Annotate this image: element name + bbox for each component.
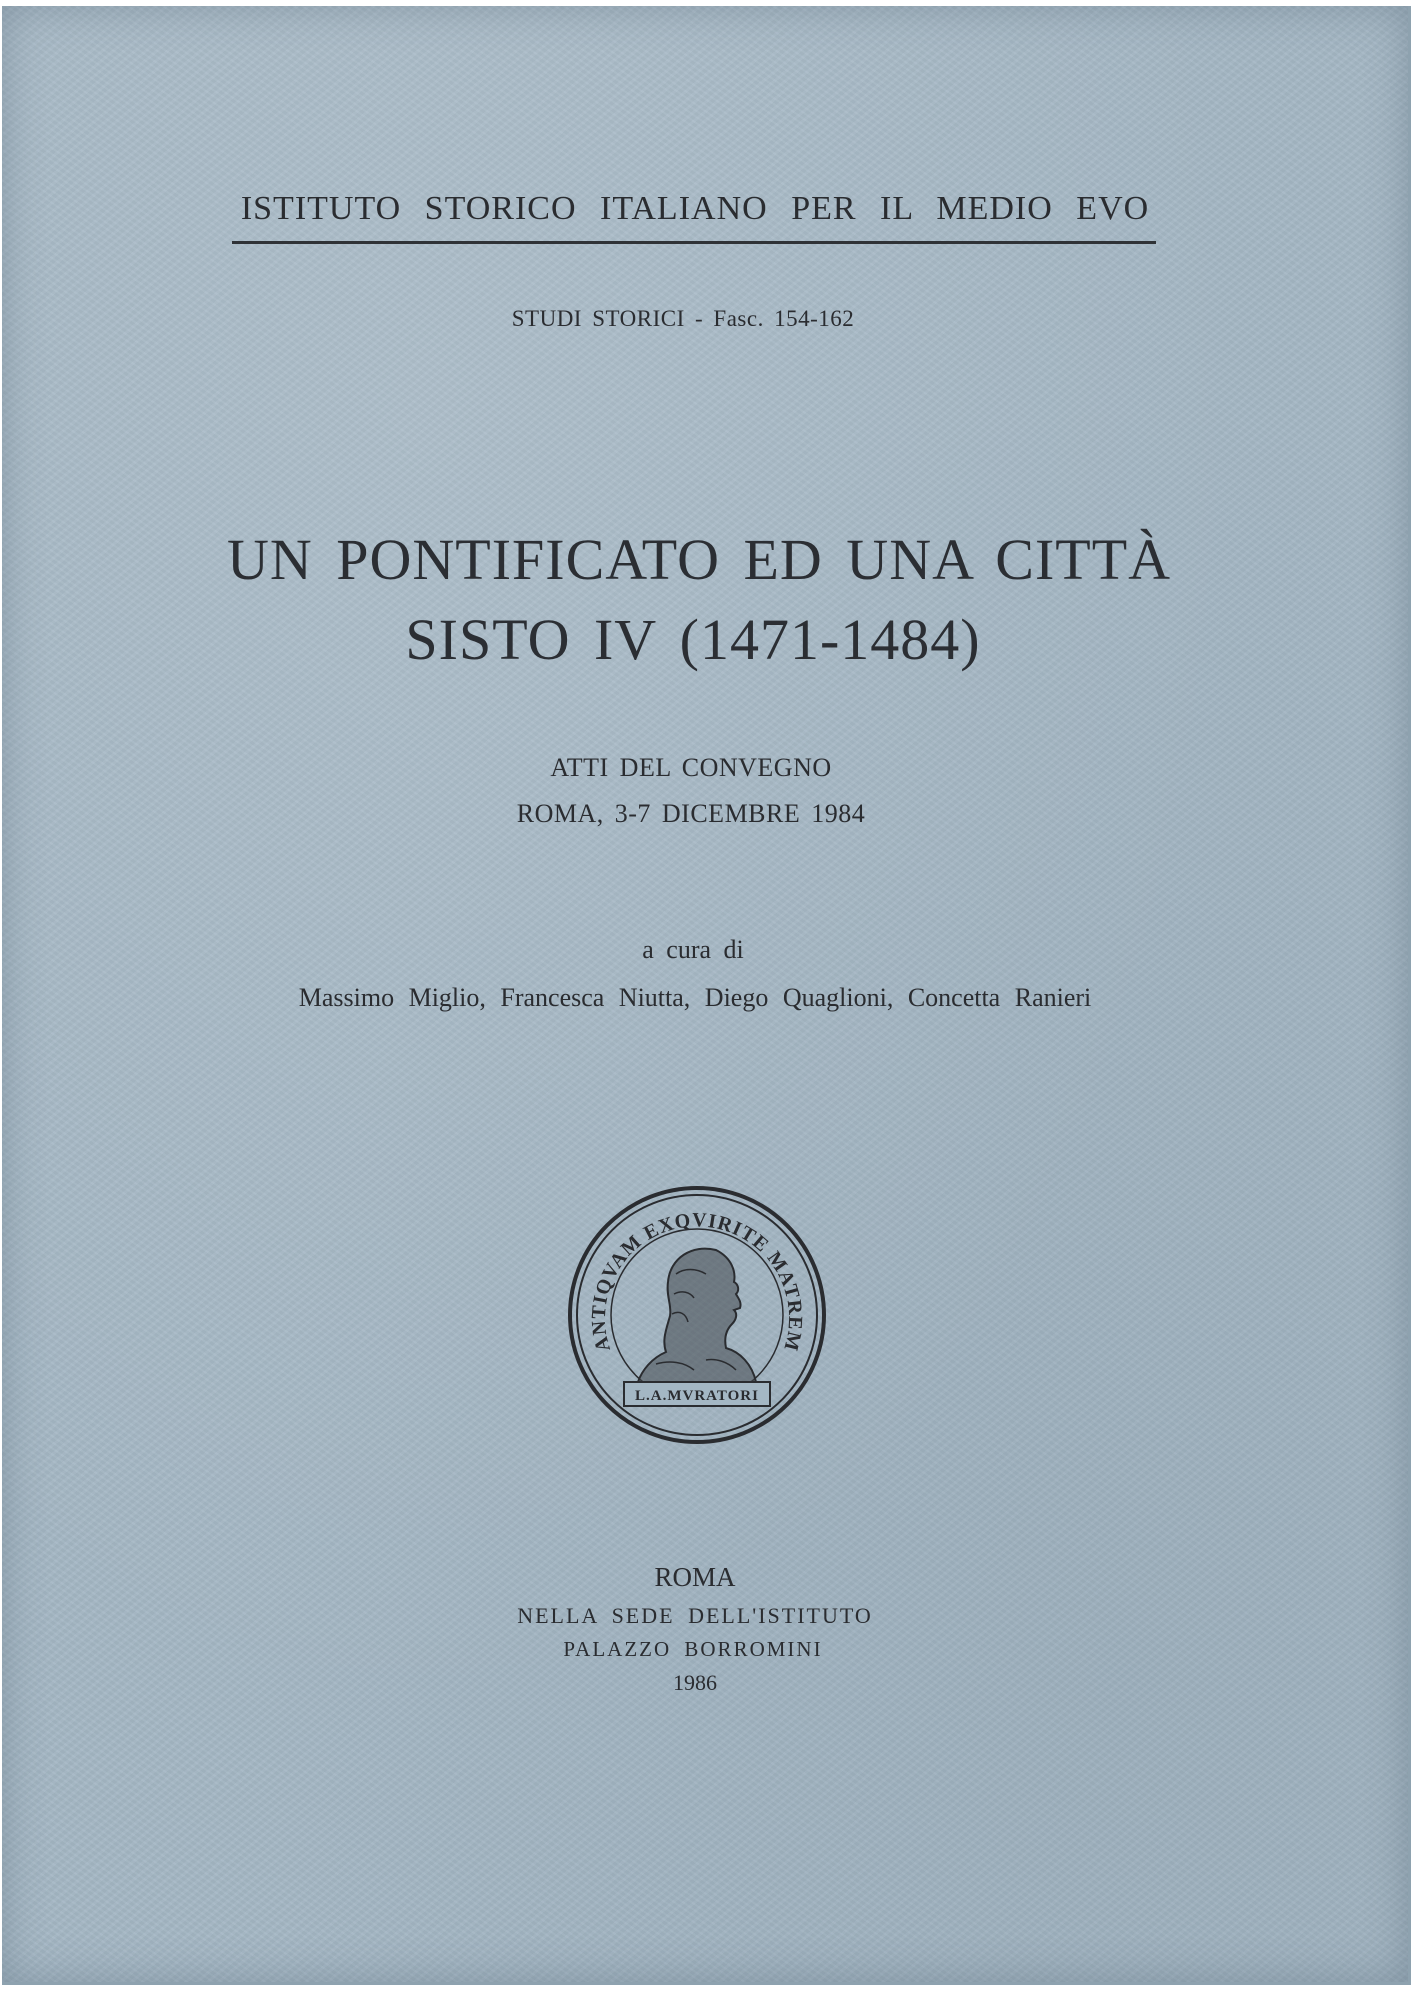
institute-heading: ISTITUTO STORICO ITALIANO PER IL MEDIO EVO — [240, 190, 1150, 227]
book-cover — [2, 6, 1411, 1985]
imprint-line-2: PALAZZO BORROMINI — [563, 1637, 823, 1661]
conference-place-date: ROMA, 3-7 DICEMBRE 1984 — [516, 799, 866, 828]
proceedings-label: ATTI DEL CONVEGNO — [550, 753, 832, 782]
book-title-line-1: UN PONTIFICATO ED UNA CITTÀ — [226, 527, 1172, 592]
muratori-medal-emblem — [566, 1184, 828, 1446]
heading-rule — [232, 241, 1156, 244]
medal-name-plate: L.A.MVRATORI — [635, 1388, 759, 1404]
editors-list: Massimo Miglio, Francesca Niutta, Diego Quaglioni, Concetta Ranieri — [298, 983, 1092, 1012]
book-title-line-2: SISTO IV (1471-1484) — [405, 607, 981, 672]
imprint-line-1: NELLA SEDE DELL'ISTITUTO — [517, 1603, 873, 1628]
series-label: STUDI STORICI - Fasc. 154-162 — [511, 306, 855, 331]
edited-by-label: a cura di — [642, 935, 744, 964]
medal-inscription: ANTIQVAM EXQVIRITE MATREM — [587, 1209, 807, 1354]
imprint-city: ROMA — [654, 1562, 736, 1592]
imprint-year: 1986 — [673, 1670, 717, 1695]
